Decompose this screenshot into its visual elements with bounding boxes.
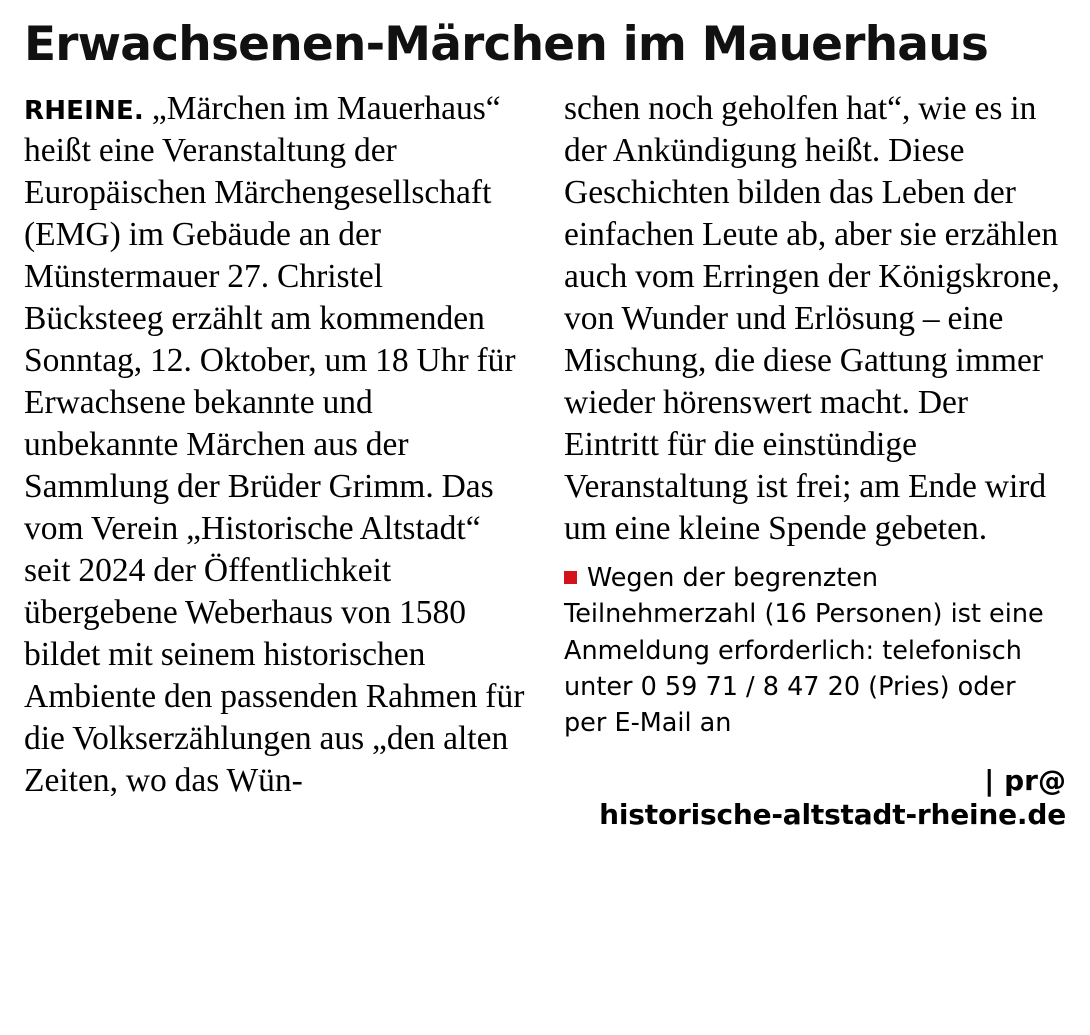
left-column-body: „Märchen im Mauerhaus“ heißt eine Veranstaltung der Europäischen Märchengesellschaft (EMG) im Gebäude an der Münstermauer 27. Christel Bücksteeg erzählt am kommenden Sonntag, 12. Oktober, um 18 Uhr für Erwachsene bekannte und unbekannte Märchen aus der Sammlung der Brüder Grimm. Das vom Verein „Historische Altstadt“ seit 2024 der Öffentlichkeit übergebene Weberhaus von 1580 bildet mit seinem historischen Ambiente den passenden Rahmen für die Volkserzählungen aus „den alten Zeiten, wo das Wün- — [24, 89, 525, 800]
article-columns — [24, 88, 1066, 831]
column-right — [564, 88, 1066, 831]
credit-line — [564, 763, 1066, 798]
credit-domain: historische-altstadt-rheine.de — [599, 797, 1066, 831]
credit-separator: | — [984, 763, 995, 797]
registration-note — [564, 560, 1066, 741]
page-title: Erwachsenen-Märchen im Mauerhaus — [24, 17, 989, 72]
registration-note-text: Wegen der begrenzten Teilnehmerzahl (16 Personen) ist eine Anmeldung erforderlich: telefonisch unter 0 59 71 / 8 47 20 (Pries) oder per E-Mail an — [564, 563, 1044, 738]
left-column-text — [24, 88, 526, 803]
dateline: RHEINE. — [24, 95, 145, 126]
column-left — [24, 88, 526, 803]
square-bullet-icon — [564, 571, 577, 584]
credit-handle: pr@ — [1004, 763, 1066, 797]
right-column-text: schen noch geholfen hat“, wie es in der Ankündigung heißt. Diese Geschichten bilden das Leben der einfachen Leute ab, aber sie erzählen auch vom Erringen der Königskrone, von Wunder und Erlösung – eine Mischung, die diese Gattung immer wieder hörenswert macht. Der Eintritt für die einstündige Veranstaltung ist frei; am Ende wird um eine kleine Spende gebeten. — [564, 89, 1060, 548]
